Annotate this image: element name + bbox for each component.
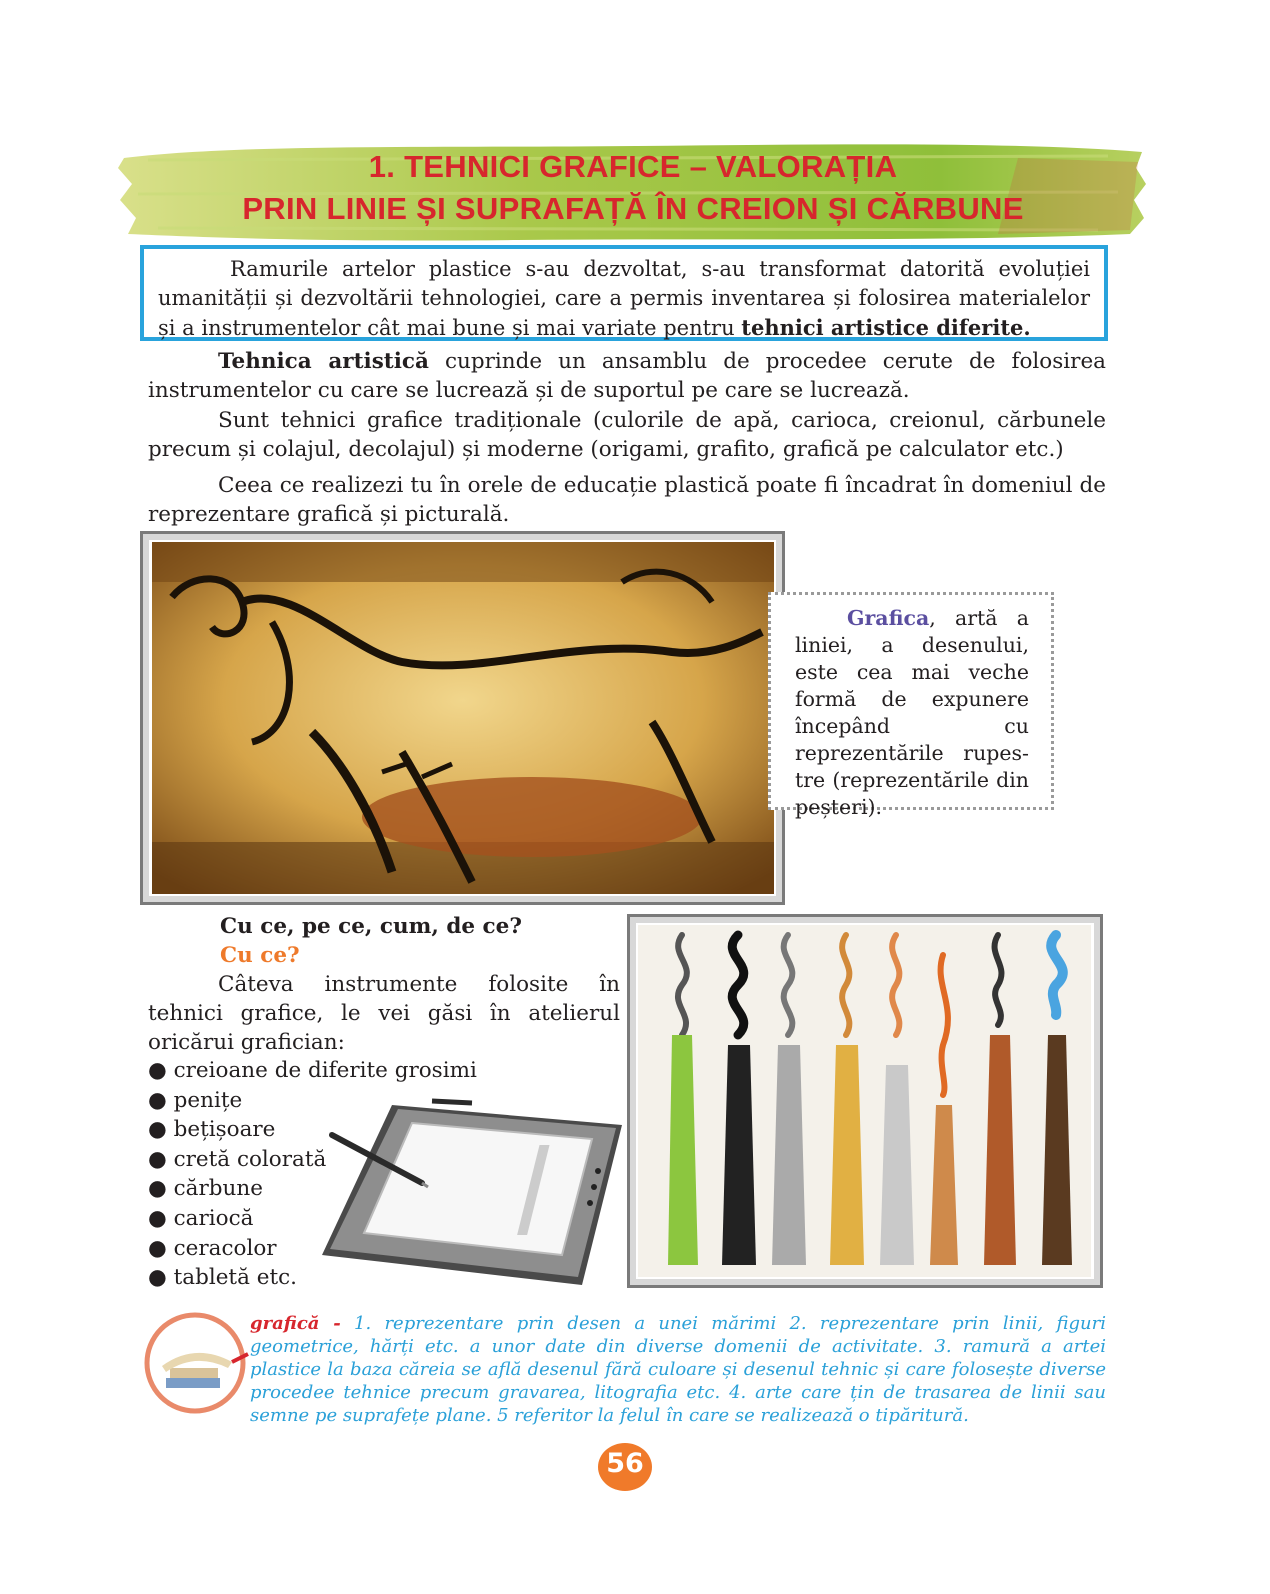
pencils-image xyxy=(638,925,1091,1277)
list-item: ● tabletă etc. xyxy=(148,1265,297,1291)
title-line-2: PRIN LINIE ȘI SUPRAFAȚĂ ÎN CREION ȘI CĂRBUNE xyxy=(242,191,1024,226)
intro-bold: tehnici artistice diferite. xyxy=(741,315,1031,340)
page-number: 56 xyxy=(606,1448,644,1479)
title-line-1: 1. TEHNICI GRAFICE – VALORAȚIA xyxy=(368,149,898,184)
cave-painting-image xyxy=(152,542,774,894)
graphics-tablet-image xyxy=(312,1095,630,1291)
grafica-definition-box xyxy=(768,592,1054,819)
page-title xyxy=(118,146,1148,230)
glossary-books-icon xyxy=(140,1308,250,1418)
paragraph-technique xyxy=(148,347,1106,405)
list-item: ● bețișoare xyxy=(148,1117,276,1143)
paragraph-traditional-modern: Sunt tehnici grafice tradiționale (culorile de apă, carioca, creionul, cărbunele precum și colajul, decolajul) și moderne (origami, grafito, grafică pe calculator etc.) xyxy=(148,408,1106,462)
glossary-definition xyxy=(250,1312,1106,1427)
paragraph-educatie-plastica: Ceea ce realizezi tu în orele de educație plastică poate fi încadrat în domeniul de reprezentare grafică și picturală. xyxy=(148,473,1106,527)
list-item: ● creioane de diferite grosimi xyxy=(148,1058,477,1083)
glossary-text: 1. reprezentare prin desen a unei mărimi 2. reprezentare prin linii, figuri geometrice, hărți etc. a unor date din diverse domenii de activitate. 3. ramură a artei plastice la baza căreia se află desenul fără culoare și desenul tehnic și care folosește diverse procedee tehnice precum gravarea, litografia etc. 4. arte care țin de trasarea de linii sau semne pe suprafețe plane. 5 referitor la felul în care se realizează o tipăritură. xyxy=(250,1313,1106,1426)
glossary-term: grafică - xyxy=(250,1313,341,1334)
list-item: ● cărbune xyxy=(148,1176,263,1202)
list-item: ● ceracolor xyxy=(148,1235,277,1261)
technique-term: Tehnica artistică xyxy=(218,349,429,374)
grafica-text: , artă a liniei, a desenului, este cea mai veche formă de expunere începând cu reprezentările rupes-tre (reprezentările din peșteri). xyxy=(795,606,1029,819)
tools-intro: Câteva instrumente folosite în tehnici grafice, le vei găsi în atelierul oricărui grafician: xyxy=(148,972,620,1055)
grafica-term: Grafica xyxy=(847,606,930,630)
list-item: ● cariocă xyxy=(148,1205,254,1231)
intro-text: Ramurile artelor plastice s-au dezvoltat, s-au transformat datorită evoluției umanității și dezvoltării tehnologiei, care a permis inventarea și folosirea materialelor și a instrumentelor cât mai bune și mai variate pentru xyxy=(158,257,1090,340)
intro-box xyxy=(140,245,1108,341)
section-subtitle: Cu ce? xyxy=(220,943,300,968)
technique-text: cuprinde un ansamblu de procedee cerute de folosirea instrumentelor cu care se lucrează și de suportul pe care se lucrează. xyxy=(148,349,1106,403)
list-item: ● penițe xyxy=(148,1087,243,1113)
list-item: ● cretă colorată xyxy=(148,1146,327,1172)
section-title: Cu ce, pe ce, cum, de ce? xyxy=(220,914,522,939)
